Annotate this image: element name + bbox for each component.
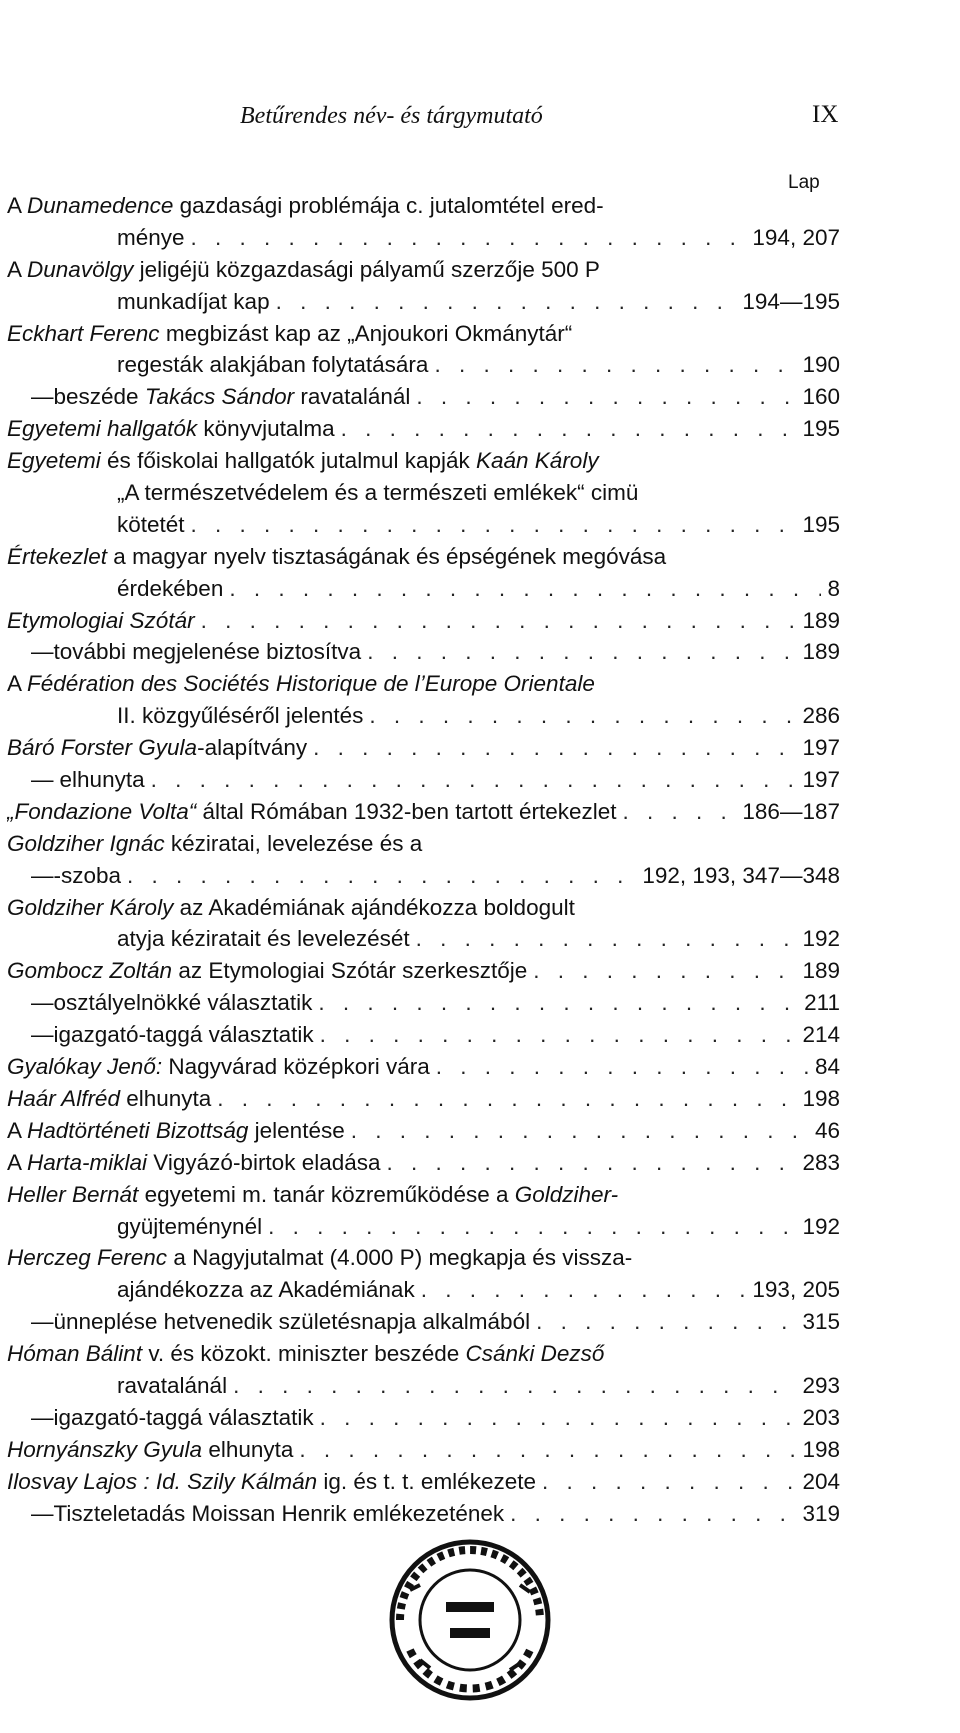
dot-leader xyxy=(623,796,737,828)
entry-segment: Hóman Bálint xyxy=(7,1341,143,1367)
page-ref: 315 xyxy=(802,1309,840,1335)
page-ref: 203 xyxy=(802,1404,840,1430)
dot-leader xyxy=(341,413,797,445)
entry-text xyxy=(54,1498,505,1530)
entry-text xyxy=(7,1147,381,1179)
entry-text xyxy=(7,1083,211,1115)
entry-segment: kéziratai, levelezése és a xyxy=(164,830,423,856)
entry-segment: Csánki Dezső xyxy=(465,1341,605,1367)
dot-leader xyxy=(436,1051,809,1083)
entry-text xyxy=(117,923,410,955)
entry-segment: A xyxy=(7,671,28,697)
entry-segment: ajándékozza az Akadémiának xyxy=(117,1277,415,1303)
page-number: IX xyxy=(812,101,839,128)
page-ref: 197 xyxy=(802,767,840,793)
index-line xyxy=(7,1434,840,1466)
index-line xyxy=(7,413,840,445)
dot-leader xyxy=(320,1019,797,1051)
index-line xyxy=(7,190,840,222)
dot-leader xyxy=(367,636,796,668)
entry-segment: igazgató-taggá választatik xyxy=(53,1022,314,1048)
entry-text xyxy=(7,955,527,987)
entry-text xyxy=(117,349,428,381)
entry-segment: osztályelnökké választatik xyxy=(53,990,313,1016)
entry-segment: Dunavölgy xyxy=(27,256,134,282)
entry-text xyxy=(54,1306,531,1338)
entry-segment: Herczeg Ferenc xyxy=(7,1245,168,1271)
index-line xyxy=(7,254,840,286)
dash-mark: — xyxy=(31,1500,54,1526)
entry-segment: elhunyta xyxy=(59,767,145,793)
page-ref: 293 xyxy=(802,1372,840,1398)
entry-text xyxy=(7,668,595,700)
entry-segment: Eckhart Ferenc xyxy=(7,320,160,346)
dot-leader xyxy=(318,987,798,1019)
running-header xyxy=(0,95,960,135)
index-line xyxy=(7,1211,840,1243)
entry-segment: -szoba xyxy=(53,862,122,888)
entry-segment: elhunyta xyxy=(202,1436,294,1462)
entry-segment: beszéde xyxy=(53,384,145,410)
entry-segment: A xyxy=(7,1117,28,1143)
index-line xyxy=(7,636,840,668)
running-title: Betűrendes név- és tárgymutató xyxy=(240,103,543,129)
index-list xyxy=(7,190,840,1529)
entry-text xyxy=(54,1019,314,1051)
entry-segment: Tiszteletadás Moissan Henrik emlékezetének xyxy=(53,1500,505,1526)
entry-segment: megbizást kap az „Anjoukori Okmánytár“ xyxy=(159,320,573,346)
entry-text xyxy=(7,1115,345,1147)
entry-text xyxy=(7,892,575,924)
entry-text xyxy=(117,477,638,509)
dash-mark: — xyxy=(31,1309,54,1335)
index-line xyxy=(7,381,840,413)
page-ref: 186—187 xyxy=(742,798,840,824)
entry-segment: jeligéjü közgazdasági pályamű szerzője 500 P xyxy=(133,256,600,282)
index-line xyxy=(7,573,840,605)
page-ref: 84 xyxy=(814,1054,840,1080)
page-ref: 211 xyxy=(804,990,840,1016)
index-line xyxy=(7,860,840,892)
dot-leader xyxy=(536,1306,796,1338)
entry-text xyxy=(7,732,307,764)
entry-segment: Értekezlet xyxy=(7,543,108,569)
page-ref: 189 xyxy=(802,958,840,984)
page-ref: 46 xyxy=(814,1117,840,1143)
entry-segment: Gombocz Zoltán xyxy=(7,958,173,984)
entry-text xyxy=(117,1370,227,1402)
dot-leader xyxy=(229,573,821,605)
page-ref: 189 xyxy=(802,639,840,665)
dash-mark: — xyxy=(31,990,54,1016)
page-ref: 192 xyxy=(802,1213,840,1239)
page-column-label: Lap xyxy=(788,172,820,193)
index-line xyxy=(7,1466,840,1498)
entry-text xyxy=(117,222,185,254)
entry-segment: Báró Forster Gyula xyxy=(7,735,198,761)
dash-mark: — xyxy=(31,1022,54,1048)
entry-segment: Gyalókay Jenő: xyxy=(7,1054,163,1080)
dash-mark: — xyxy=(31,1404,54,1430)
page-ref: 214 xyxy=(802,1022,840,1048)
entry-segment: Vigyázó-birtok eladása xyxy=(147,1149,381,1175)
entry-segment: II. közgyűléséről jelentés xyxy=(117,703,364,729)
index-line xyxy=(7,955,840,987)
entry-text xyxy=(7,605,195,637)
index-line xyxy=(7,892,840,924)
entry-text xyxy=(7,1338,604,1370)
entry-segment: kötetét xyxy=(117,511,185,537)
entry-segment: gazdasági problémája c. jutalomtétel ered- xyxy=(173,193,604,218)
index-line xyxy=(7,541,840,573)
dot-leader xyxy=(416,381,796,413)
index-line xyxy=(7,732,840,764)
dot-leader xyxy=(217,1083,796,1115)
entry-text xyxy=(7,828,422,860)
page-ref: 192 xyxy=(802,926,840,952)
page-ref: 189 xyxy=(802,607,840,633)
index-line xyxy=(7,222,840,254)
index-line xyxy=(7,764,840,796)
page-ref: 319 xyxy=(802,1500,840,1526)
entry-segment: ig. és t. t. emlékezete xyxy=(317,1468,536,1494)
dot-leader xyxy=(191,509,797,541)
page-ref: 283 xyxy=(802,1149,840,1175)
entry-segment: „A természetvédelem és a természeti emlékek“ cimü xyxy=(117,480,639,506)
entry-text xyxy=(117,509,185,541)
dot-leader xyxy=(416,923,797,955)
index-line xyxy=(7,1306,840,1338)
dot-leader xyxy=(387,1147,797,1179)
dot-leader xyxy=(276,286,737,318)
entry-text xyxy=(7,413,335,445)
entry-segment: Harta-miklai xyxy=(27,1149,148,1175)
dash-mark: — xyxy=(31,384,54,410)
entry-segment: A xyxy=(7,1149,28,1175)
page-ref: 195 xyxy=(802,416,840,442)
entry-segment: „Fondazione Volta“ xyxy=(7,798,197,824)
dot-leader xyxy=(533,955,796,987)
entry-text xyxy=(54,381,411,413)
index-line xyxy=(7,1370,840,1402)
entry-segment: Kaán Károly xyxy=(476,448,599,474)
index-line xyxy=(7,1274,840,1306)
entry-segment: Fédération des Sociétés Historique de l’Europe Orientale xyxy=(27,671,595,697)
entry-text xyxy=(117,1274,415,1306)
dot-leader xyxy=(151,764,797,796)
entry-text xyxy=(7,1179,618,1211)
entry-segment: A xyxy=(7,256,28,282)
entry-segment: A xyxy=(7,193,28,218)
dot-leader xyxy=(268,1211,796,1243)
page-ref: 198 xyxy=(802,1085,840,1111)
entry-segment: -alapítvány xyxy=(197,735,308,761)
entry-segment: Hadtörténeti Bizottság xyxy=(27,1117,249,1143)
entry-segment: ménye xyxy=(117,224,185,250)
dot-leader xyxy=(510,1498,796,1530)
entry-segment: igazgató-taggá választatik xyxy=(53,1404,314,1430)
entry-segment: Goldziher Károly xyxy=(7,894,174,920)
entry-segment: az Akadémiának ajándékozza boldogult xyxy=(173,894,575,920)
entry-segment: és főiskolai hallgatók jutalmul kapják xyxy=(100,448,476,474)
index-line xyxy=(7,668,840,700)
entry-segment: további megjelenése biztosítva xyxy=(53,639,362,665)
page-ref: 190 xyxy=(802,352,840,378)
entry-segment: a Nagyjutalmat (4.000 P) megkapja és vissza- xyxy=(167,1245,633,1271)
index-line xyxy=(7,477,840,509)
dot-leader xyxy=(191,222,747,254)
dot-leader xyxy=(320,1402,797,1434)
index-line xyxy=(7,1147,840,1179)
page-ref: 195 xyxy=(802,511,840,537)
entry-segment: Haár Alfréd xyxy=(7,1085,120,1111)
dot-leader xyxy=(233,1370,796,1402)
index-line xyxy=(7,796,840,828)
page-ref: 204 xyxy=(802,1468,840,1494)
entry-segment: Heller Bernát xyxy=(7,1181,139,1207)
index-line xyxy=(7,987,840,1019)
entry-segment: Goldziher Ignác xyxy=(7,830,165,856)
entry-segment: az Etymologiai Szótár szerkesztője xyxy=(172,958,528,984)
entry-text xyxy=(7,254,600,286)
entry-text xyxy=(54,1402,314,1434)
page-ref: 8 xyxy=(827,575,840,601)
index-line xyxy=(7,318,840,350)
index-line xyxy=(7,286,840,318)
entry-segment: Takács Sándor xyxy=(144,384,295,410)
entry-segment: ravatalánál xyxy=(294,384,411,410)
entry-text xyxy=(7,796,617,828)
index-line xyxy=(7,1179,840,1211)
index-line xyxy=(7,1242,840,1274)
index-line xyxy=(7,349,840,381)
dot-leader xyxy=(421,1274,747,1306)
index-line xyxy=(7,1338,840,1370)
entry-segment: Dunamedence xyxy=(27,193,174,218)
dot-leader xyxy=(369,700,796,732)
entry-text xyxy=(117,573,223,605)
dot-leader xyxy=(127,860,636,892)
entry-text xyxy=(54,636,362,668)
page-ref: 194, 207 xyxy=(752,224,840,250)
index-line xyxy=(7,1083,840,1115)
entry-segment: gyüjteménynél xyxy=(117,1213,263,1239)
page-ref: 197 xyxy=(802,735,840,761)
dash-mark: — xyxy=(31,862,54,888)
entry-segment: Egyetemi xyxy=(7,448,101,474)
dot-leader xyxy=(201,605,797,637)
index-line xyxy=(7,605,840,637)
index-line xyxy=(7,1019,840,1051)
entry-segment: egyetemi m. tanár közreműködése a xyxy=(138,1181,515,1207)
dash-mark: — xyxy=(31,639,54,665)
entry-segment: a magyar nyelv tisztaságának és épségének megóvása xyxy=(107,543,667,569)
index-line xyxy=(7,509,840,541)
entry-segment: által Rómában 1932-ben tartott értekezlet xyxy=(196,798,617,824)
entry-segment: könyvjutalma xyxy=(197,416,335,442)
entry-segment: Goldziher- xyxy=(514,1181,619,1207)
index-line xyxy=(7,1498,840,1530)
page-ref: 192, 193, 347—348 xyxy=(642,862,840,888)
dot-leader xyxy=(299,1434,796,1466)
entry-text xyxy=(117,700,363,732)
entry-segment: jelentése xyxy=(248,1117,345,1143)
entry-segment: atyja kéziratait és levelezését xyxy=(117,926,410,952)
index-line xyxy=(7,1402,840,1434)
dash-mark: — xyxy=(31,767,54,793)
entry-text xyxy=(7,445,599,477)
entry-segment: v. és közokt. miniszter beszéde xyxy=(142,1341,466,1367)
index-line xyxy=(7,828,840,860)
page-ref: 160 xyxy=(802,384,840,410)
entry-text xyxy=(7,1242,632,1274)
entry-text xyxy=(7,318,572,350)
page-ref: 286 xyxy=(802,703,840,729)
entry-segment: Hornyánszky Gyula xyxy=(7,1436,203,1462)
page-ref: 193, 205 xyxy=(752,1277,840,1303)
entry-segment: Nagyvárad középkori vára xyxy=(162,1054,430,1080)
dot-leader xyxy=(351,1115,809,1147)
entry-text xyxy=(117,286,270,318)
entry-text xyxy=(7,1466,536,1498)
page-ref: 194—195 xyxy=(742,288,840,314)
entry-segment: Egyetemi hallgatók xyxy=(7,416,198,442)
entry-segment: Ilosvay Lajos : Id. Szily Kálmán xyxy=(7,1468,318,1494)
entry-text xyxy=(60,764,145,796)
entry-segment: munkadíjat kap xyxy=(117,288,270,314)
entry-text xyxy=(54,860,122,892)
entry-segment: Etymologiai Szótár xyxy=(7,607,195,633)
dot-leader xyxy=(542,1466,796,1498)
dot-leader xyxy=(313,732,796,764)
index-line xyxy=(7,1115,840,1147)
entry-text xyxy=(117,1211,262,1243)
dot-leader xyxy=(434,349,796,381)
index-line xyxy=(7,1051,840,1083)
entry-text xyxy=(7,541,666,573)
index-line xyxy=(7,445,840,477)
index-line xyxy=(7,923,840,955)
entry-text xyxy=(7,1434,293,1466)
entry-segment: érdekében xyxy=(117,575,224,601)
index-line xyxy=(7,700,840,732)
page-ref: 198 xyxy=(802,1436,840,1462)
entry-text xyxy=(54,987,313,1019)
entry-segment: elhunyta xyxy=(119,1085,212,1111)
entry-segment: regesták alakjában folytatására xyxy=(117,352,429,378)
entry-segment: ravatalánál xyxy=(117,1372,228,1398)
entry-text xyxy=(7,190,604,222)
entry-segment: ünneplése hetvenedik születésnapja alkalmából xyxy=(53,1309,531,1335)
entry-text xyxy=(7,1051,430,1083)
library-stamp xyxy=(380,1530,560,1710)
